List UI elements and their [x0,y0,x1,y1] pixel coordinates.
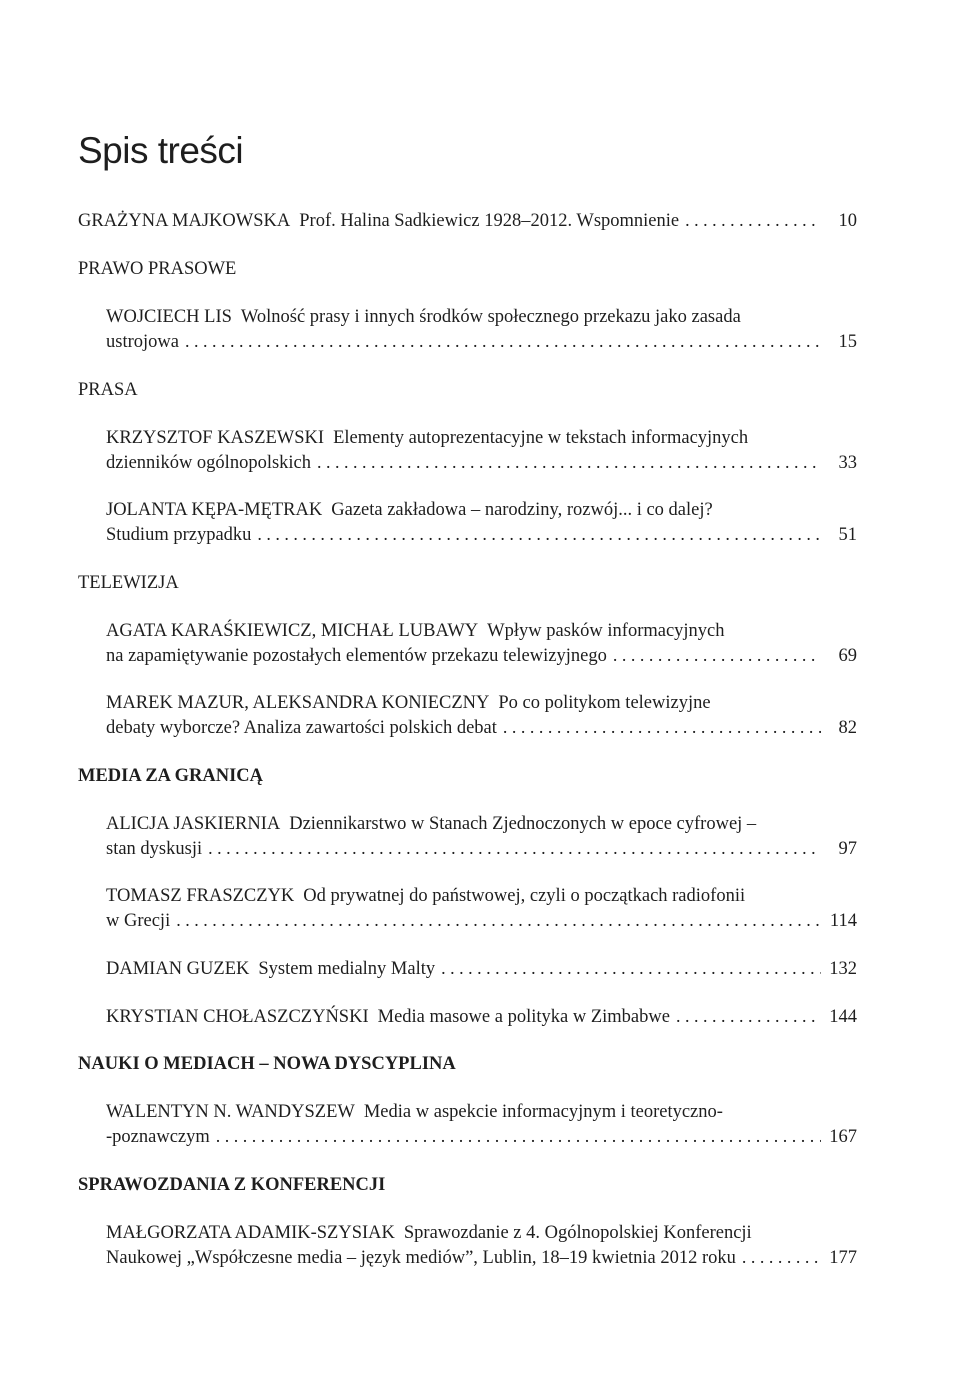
entry-page-number: 10 [838,211,857,231]
entry-author: ALICJA JASKIERNIA [106,814,281,834]
dot-leader [202,836,821,860]
dot-leader [435,956,821,980]
entry-page-number: 167 [829,1127,857,1147]
entry-title-line2: -poznawczym [106,1127,210,1147]
entry-title-line2: stan dyskusji [106,839,203,859]
entry-author: MAREK MAZUR, ALEKSANDRA KONIECZNY [106,693,490,713]
entry-title-line1: Sprawozdanie z 4. Ogólnopolskiej Konferencji [403,1223,752,1243]
entry-title-line2: dzienników ogólnopolskich [106,453,312,473]
section-heading-prawo-prasowe: PRAWO PRASOWE [78,259,237,279]
dot-leader [170,908,821,932]
dot-leader [251,522,821,546]
entry-title-line2: w Grecji [106,911,171,931]
entry-page-number: 177 [829,1248,857,1268]
page-title: Spis treści [78,130,244,171]
entry-title-line1: Wolność prasy i innych środków społecznego przekazu jako zasada [240,307,741,327]
dot-leader [679,208,821,232]
dot-leader [670,1004,821,1028]
entry-page-number: 69 [838,646,857,666]
toc-entry-cholaszczynski[interactable] [106,1004,857,1029]
section-heading-telewizja: TELEWIZJA [78,573,179,593]
dot-leader [311,450,821,474]
entry-title: System medialny Malty [258,959,436,979]
section-heading-sprawozdania: SPRAWOZDANIA Z KONFERENCJI [78,1175,386,1195]
dot-leader [497,715,821,739]
entry-title-line2: na zapamiętywanie pozostałych elementów przekazu telewizyjnego [106,646,607,666]
toc-entry-wandyszew[interactable] [106,1100,857,1149]
entry-author: AGATA KARAŚKIEWICZ, MICHAŁ LUBAWY [106,621,479,641]
entry-page-number: 51 [838,525,857,545]
entry-page-number: 33 [838,453,857,473]
toc-entry-lis[interactable] [106,305,857,354]
entry-page-number: 144 [829,1007,857,1027]
entry-author: TOMASZ FRASZCZYK [106,886,295,906]
dot-leader [179,329,821,353]
dot-leader [607,643,821,667]
entry-title: Prof. Halina Sadkiewicz 1928–2012. Wspomnienie [299,211,680,231]
toc-entry-adamik-szysiak[interactable] [106,1221,857,1270]
section-heading-prasa: PRASA [78,380,138,400]
entry-title-line1: Elementy autoprezentacyjne w tekstach informacyjnych [333,428,749,448]
entry-title-line2: Studium przypadku [106,525,252,545]
dot-leader [736,1245,821,1269]
section-heading-nauki-o-mediach: NAUKI O MEDIACH – NOWA DYSCYPLINA [78,1054,456,1074]
toc-entry-karaskiewicz-lubawy[interactable] [106,619,857,668]
entry-title-line2: Naukowej „Współczesne media – język mediów”, Lublin, 18–19 kwietnia 2012 roku [106,1248,736,1268]
entry-title-line1: Wpływ pasków informacyjnych [487,621,725,641]
entry-author: WALENTYN N. WANDYSZEW [106,1102,355,1122]
entry-author: JOLANTA KĘPA-MĘTRAK [106,500,323,520]
entry-page-number: 114 [829,911,857,931]
entry-title-line1: Gazeta zakładowa – narodziny, rozwój... i co dalej? [331,500,713,520]
entry-page-number: 82 [838,718,857,738]
toc-entry-mazur-konieczny[interactable] [106,691,857,740]
entry-page-number: 15 [838,332,857,352]
entry-author: KRZYSZTOF KASZEWSKI [106,428,325,448]
entry-author: WOJCIECH LIS [106,307,232,327]
toc-entry-kepa-metrak[interactable] [106,498,857,547]
toc-entry-fraszczyk[interactable] [106,884,857,933]
section-heading-media-za-granica: MEDIA ZA GRANICĄ [78,766,264,786]
toc-entry-guzek[interactable] [106,956,857,981]
entry-title-line1: Od prywatnej do państwowej, czyli o początkach radiofonii [303,886,746,906]
toc-entry-majkowska[interactable] [78,208,857,233]
entry-page-number: 132 [829,959,857,979]
entry-author: DAMIAN GUZEK [106,959,250,979]
entry-title-line2: ustrojowa [106,332,179,352]
entry-title-line1: Media w aspekcie informacyjnym i teoretyczno- [363,1102,723,1122]
entry-page-number: 97 [838,839,857,859]
toc-entry-jaskiernia[interactable] [106,812,857,861]
entry-title-line2: debaty wyborcze? Analiza zawartości polskich debat [106,718,497,738]
entry-author: MAŁGORZATA ADAMIK-SZYSIAK [106,1223,395,1243]
entry-author: KRYSTIAN CHOŁASZCZYŃSKI [106,1007,369,1027]
entry-author: GRAŻYNA MAJKOWSKA [78,211,291,231]
entry-title-line1: Po co politykom telewizyjne [498,693,711,713]
dot-leader [210,1124,821,1148]
entry-title: Media masowe a polityka w Zimbabwe [377,1007,670,1027]
toc-entry-kaszewski[interactable] [106,426,857,475]
entry-title-line1: Dziennikarstwo w Stanach Zjednoczonych w epoce cyfrowej – [289,814,757,834]
